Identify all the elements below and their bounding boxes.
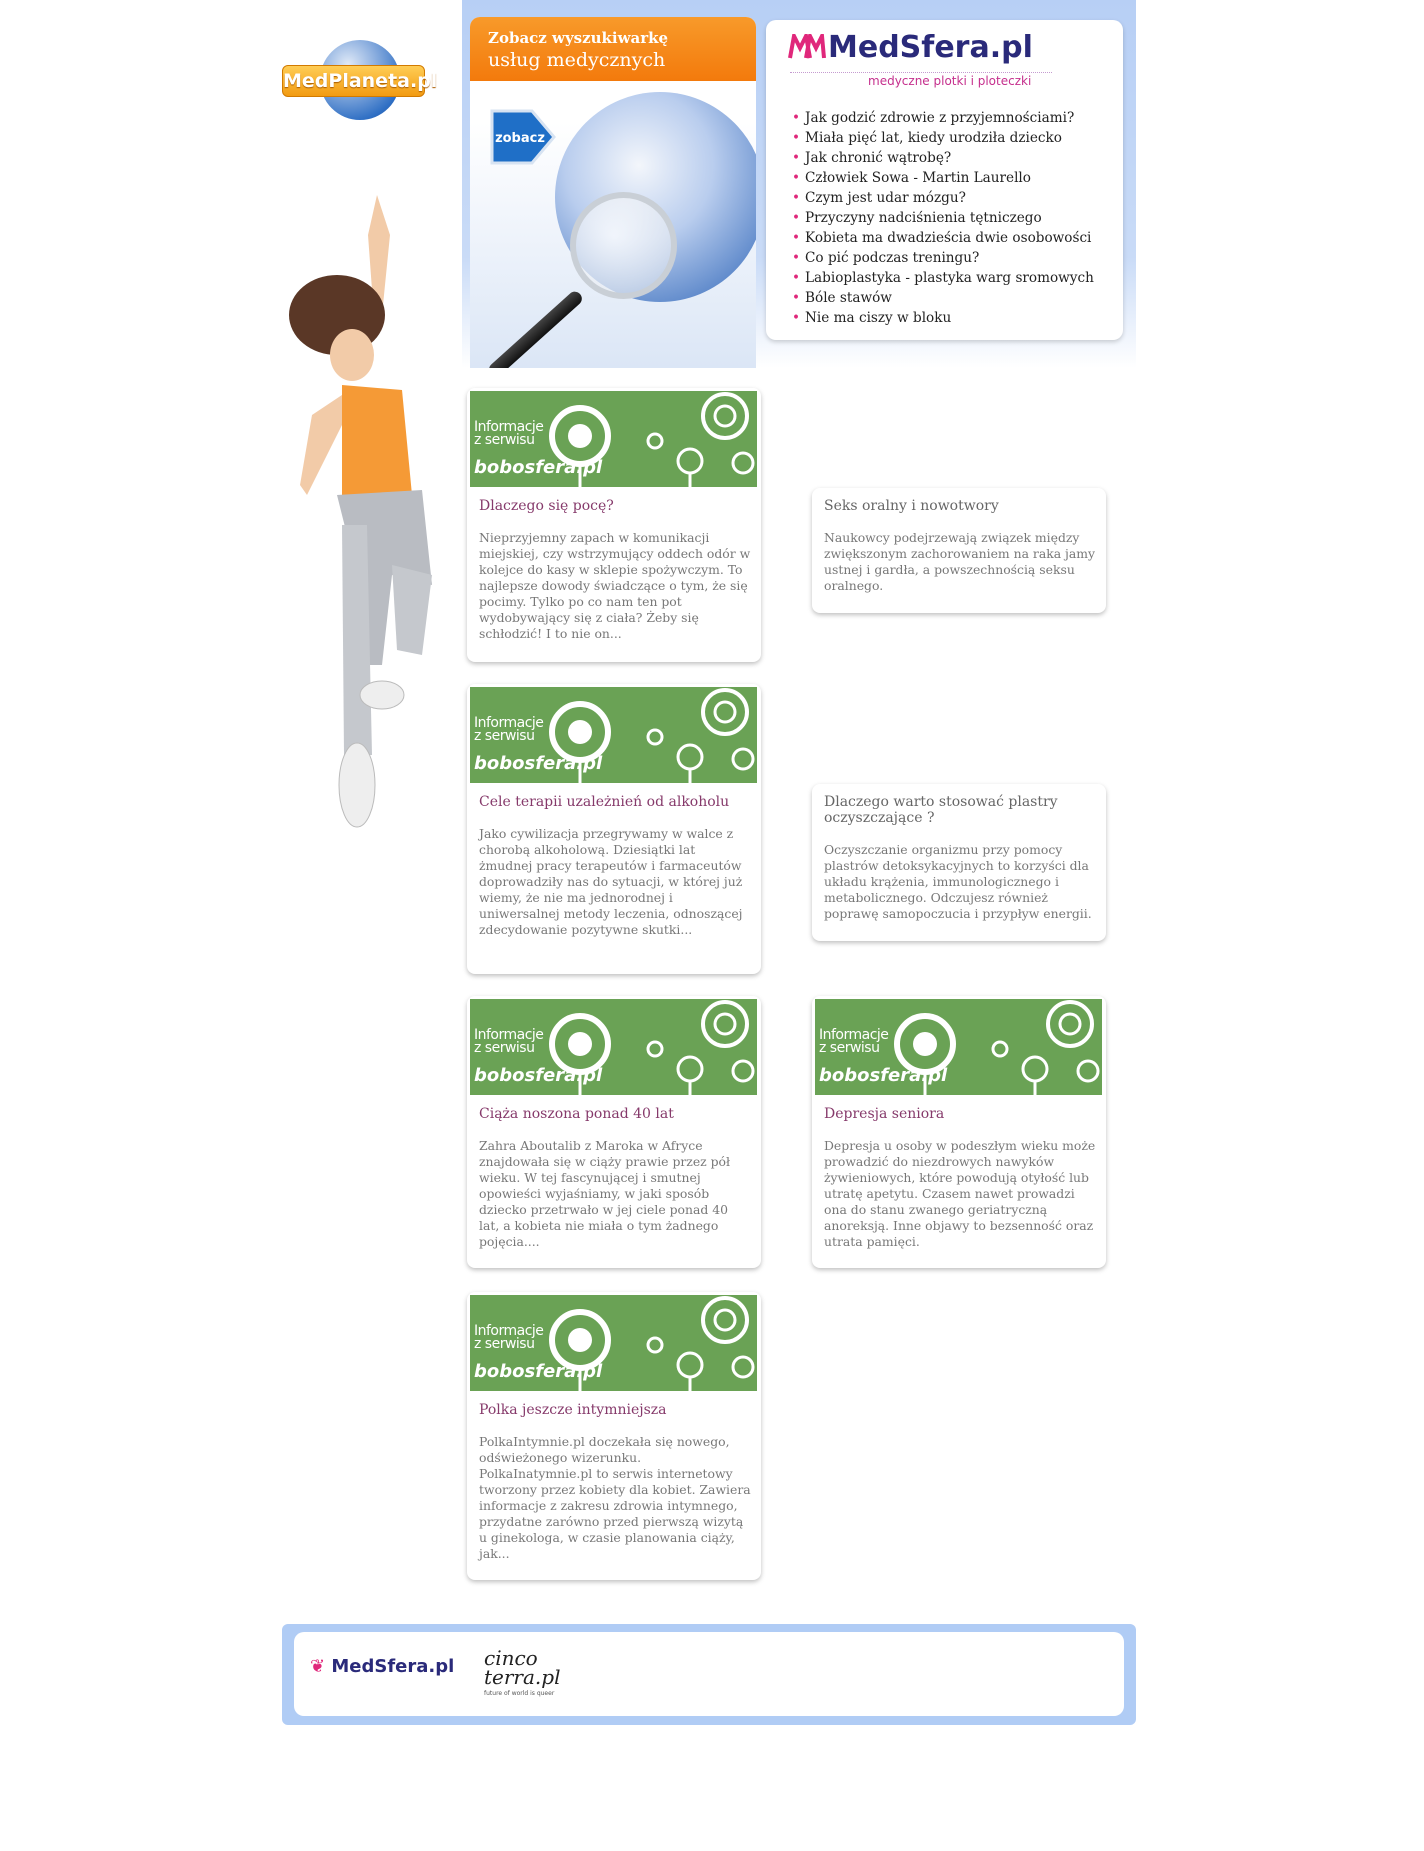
article-title-link[interactable]: Seks oralny i nowotwory [824,498,999,514]
news-link[interactable]: • Czym jest udar mózgu? [792,188,1094,208]
banner-brand: bobosfera.pl [474,1361,603,1382]
article-card [467,388,761,662]
article-excerpt: Depresja u osoby w podeszłym wieku może prowadzić do niezdrowych nawyków żywieniowych, które powodują otyłość lub utratę apetytu. Czasem nawet prowadzi ona do stanu zwanego geriatryczną anoreksją. Inne objawy to bezsenność oraz utrata pamięci. [824,1138,1096,1249]
article-title-link[interactable]: Ciąża noszona ponad 40 lat [479,1106,674,1122]
news-link[interactable]: • Jak godzić zdrowie z przyjemnościami? [792,108,1094,128]
medplaneta-logo[interactable] [282,40,438,122]
article-excerpt: Zahra Aboutalib z Maroka w Afryce znajdowała się w ciąży prawie przez pół wieku. W tej fascynującej i smutnej opowieści wyjaśniamy, w jaki sposób dziecko przetrwało w jej ciele ponad 40 lat, a kobieta nie miała o tym żadnego pojęcia.... [479,1138,731,1249]
article-title-link[interactable]: Depresja seniora [824,1106,945,1122]
medsfera-logo-text[interactable]: MedSfera.pl [828,30,1033,65]
news-link[interactable]: • Bóle stawów [792,288,1094,308]
search-promo-header [470,17,756,81]
banner-label: Informacje z serwisu [474,715,544,744]
zobacz-button-label: zobacz [495,131,545,146]
banner-label: Informacje z serwisu [819,1027,889,1056]
search-promo-line2: usług medycznych [488,49,666,71]
article-excerpt: Jako cywilizacja przegrywamy w walce z chorobą alkoholową. Dziesiątki lat żmudnej pracy terapeutów i farmaceutów doprowadziły nas do sytuacji, w której już wiemy, że nie ma jednorodnej i uniwersalnej metody leczenia, odnoszącej zdecydowanie pozytywne skutki... [479,826,743,937]
news-list [792,108,1094,328]
banner-label: Informacje z serwisu [474,1027,544,1056]
dancer-illustration [282,195,462,845]
search-promo[interactable] [470,17,756,368]
article-title-link[interactable]: Dlaczego się pocę? [479,498,614,514]
bobosfera-banner[interactable] [470,999,757,1095]
article-excerpt: Nieprzyjemny zapach w komunikacji miejskiej, czy wstrzymujący oddech odór w kolejce do kasy w sklepie spożywczym. To najlepsze dowody świadczące o tym, że się pocimy. Tylko po co nam ten pot wydobywający się z ciała? Żeby się schłodzić! I to nie on... [479,530,751,641]
medsfera-mini-icon: ❦ [310,1656,326,1677]
article-card [467,684,761,974]
bobosfera-banner[interactable] [470,1295,757,1391]
news-link[interactable]: • Labioplastyka - plastyka warg sromowych [792,268,1094,288]
search-promo-line1: Zobacz wyszukiwarkę [488,29,669,47]
zobacz-button[interactable] [488,107,558,167]
cinco-text: cinco [484,1646,538,1670]
magnifier-handle [486,289,585,368]
news-link[interactable]: • Przyczyny nadciśnienia tętniczego [792,208,1094,228]
news-link[interactable]: • Miała pięć lat, kiedy urodziła dziecko [792,128,1094,148]
medsfera-news-box [766,20,1123,340]
news-link[interactable]: • Jak chronić wątrobę? [792,148,1094,168]
article-card [467,996,761,1268]
article-card [467,1292,761,1580]
banner-brand: bobosfera.pl [474,1065,603,1086]
footer-medsfera-logo[interactable]: ❦ MedSfera.pl [310,1656,455,1677]
medplaneta-logo-text: MedPlaneta.pl [282,65,425,97]
article-title-link[interactable]: Cele terapii uzależnień od alkoholu [479,794,730,810]
divider [790,72,1052,73]
banner-brand: bobosfera.pl [474,457,603,478]
banner-label: Informacje z serwisu [474,419,544,448]
footer-cincoterra-logo[interactable] [484,1648,566,1698]
footer-panel [294,1632,1124,1716]
terra-text: terra.pl [484,1665,561,1689]
medsfera-logo-icon [788,34,826,60]
news-link[interactable]: • Co pić podczas treningu? [792,248,1094,268]
bobosfera-banner[interactable] [815,999,1102,1095]
article-card [812,784,1106,941]
bobosfera-banner[interactable] [470,391,757,487]
bobosfera-banner[interactable] [470,687,757,783]
banner-brand: bobosfera.pl [474,753,603,774]
news-link[interactable]: • Człowiek Sowa - Martin Laurello [792,168,1094,188]
cinco-tagline: future of world is queer [484,1690,555,1697]
article-title-link[interactable]: Dlaczego warto stosować plastry oczyszczające ? [824,794,1058,826]
banner-label: Informacje z serwisu [474,1323,544,1352]
news-link[interactable]: • Nie ma ciszy w bloku [792,308,1094,328]
article-card [812,996,1106,1268]
article-card [812,488,1106,613]
footer [282,1624,1136,1725]
magnifier-icon [570,192,677,299]
banner-brand: bobosfera.pl [819,1065,948,1086]
article-excerpt: Oczyszczanie organizmu przy pomocy plastrów detoksykacyjnych to korzyści dla układu krążenia, immunologicznego i metabolicznego. Odczujesz również poprawę samopoczucia i przypływ energii. [824,842,1092,921]
article-excerpt: PolkaIntymnie.pl doczekała się nowego, odświeżonego wizerunku. PolkaInatymnie.pl to serwis internetowy tworzony przez kobiety dla kobiet. Zawiera informacje z zakresu zdrowia intymnego, przydatne zarówno przed pierwszą wizytą u ginekologa, w czasie planowania ciąży, jak... [479,1434,751,1561]
article-title-link[interactable]: Polka jeszcze intymniejsza [479,1402,667,1418]
medsfera-tagline: medyczne plotki i ploteczki [868,74,1032,88]
news-link[interactable]: • Kobieta ma dwadzieścia dwie osobowości [792,228,1094,248]
article-excerpt: Naukowcy podejrzewają związek między zwiększonym zachorowaniem na raka jamy ustnej i gardła, a powszechnością seksu oralnego. [824,530,1096,593]
